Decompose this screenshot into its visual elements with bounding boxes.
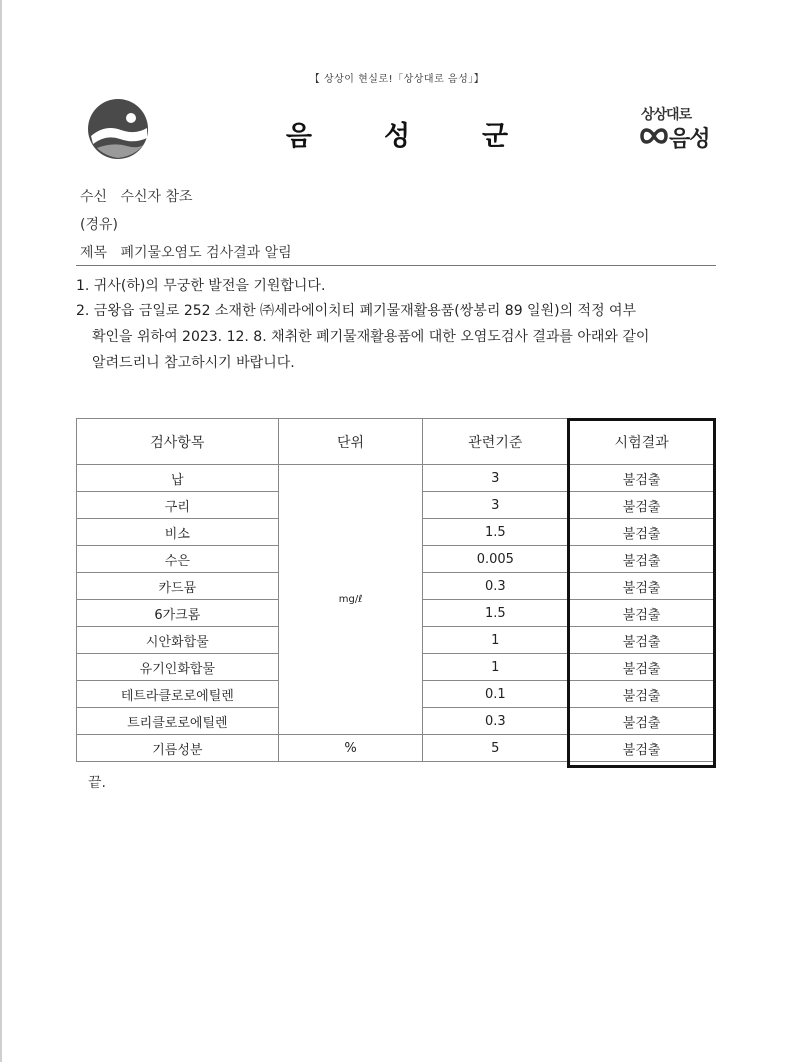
row-item: 기름성분 [77, 735, 279, 762]
row-standard: 3 [423, 492, 568, 519]
row-standard: 3 [423, 465, 568, 492]
slogan-logo-top-text: 상상대로 [641, 107, 692, 123]
subject-value: 폐기물오염도 검사결과 알림 [120, 245, 292, 261]
row-result: 불검출 [568, 654, 716, 681]
paragraph-2-line-2: 확인을 위하여 2023. 12. 8. 채취한 폐기물재활용품에 대한 오염도검사 결과를 아래와 같이 [92, 329, 650, 345]
slogan-logo-bottom-text: 음성 [669, 127, 710, 152]
slogan-logo [640, 100, 720, 158]
row-item: 유기인화합물 [77, 654, 279, 681]
row-result: 불검출 [568, 546, 716, 573]
paragraph-1: 1. 귀사(하)의 무궁한 발전을 기원합니다. [76, 278, 326, 294]
row-result: 불검출 [568, 627, 716, 654]
result-column-highlight [567, 418, 716, 768]
row-result: 불검출 [568, 600, 716, 627]
org-name: 음성군 [285, 121, 581, 152]
row-item: 수은 [77, 546, 279, 573]
row-standard: 0.3 [423, 573, 568, 600]
row-item: 납 [77, 465, 279, 492]
header-rule [76, 265, 716, 266]
row-item: 카드뮴 [77, 573, 279, 600]
row-standard: 0.1 [423, 681, 568, 708]
row-standard: 0.005 [423, 546, 568, 573]
page-edge [0, 0, 2, 1062]
header-unit: 단위 [278, 419, 423, 465]
row-unit: % [278, 735, 423, 762]
row-item: 시안화합물 [77, 627, 279, 654]
row-standard: 1 [423, 654, 568, 681]
paragraph-2-line-1: 2. 금왕읍 금일로 252 소재한 ㈜세라에이치티 폐기물재활용품(쌍봉리 89 일원)의 적정 여부 [76, 303, 637, 319]
subject-label: 제목 [80, 245, 108, 261]
recipient-label: 수신 [80, 189, 108, 205]
paragraph-2-line-3: 알려드리니 참고하시기 바랍니다. [92, 355, 295, 371]
row-result: 불검출 [568, 708, 716, 735]
row-result: 불검출 [568, 735, 716, 762]
slogan: 【 상상이 현실로!「상상대로 음성」】 [309, 74, 485, 85]
shared-unit: mg/ℓ [278, 465, 423, 735]
row-standard: 5 [423, 735, 568, 762]
header-result: 시험결과 [568, 419, 716, 465]
row-result: 불검출 [568, 681, 716, 708]
subject-line [80, 242, 292, 262]
row-standard: 1 [423, 627, 568, 654]
row-result: 불검출 [568, 573, 716, 600]
end-mark: 끝. [88, 775, 106, 791]
row-item: 비소 [77, 519, 279, 546]
row-result: 불검출 [568, 492, 716, 519]
header-standard: 관련기준 [423, 419, 568, 465]
row-item: 테트라클로로에틸렌 [77, 681, 279, 708]
row-result: 불검출 [568, 465, 716, 492]
row-item: 트리클로로에틸렌 [77, 708, 279, 735]
infinity-icon [640, 124, 668, 148]
row-standard: 1.5 [423, 600, 568, 627]
recipient-line [80, 186, 193, 206]
row-standard: 0.3 [423, 708, 568, 735]
recipient-value: 수신자 참조 [120, 189, 193, 205]
row-standard: 1.5 [423, 519, 568, 546]
row-result: 불검출 [568, 519, 716, 546]
via-line: (경유) [80, 217, 118, 233]
row-item: 6가크롬 [77, 600, 279, 627]
header-item: 검사항목 [77, 419, 279, 465]
row-item: 구리 [77, 492, 279, 519]
